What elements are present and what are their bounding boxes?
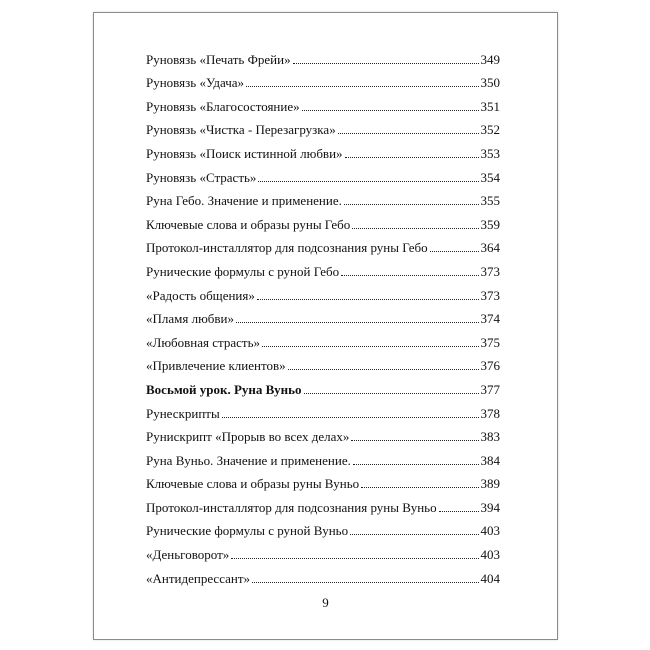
toc-entry-page: 389	[480, 476, 500, 492]
toc-dot-leader	[430, 251, 479, 252]
toc-entry-page: 354	[480, 169, 500, 185]
toc-dot-leader	[350, 534, 478, 535]
toc-dot-leader	[236, 322, 478, 323]
toc-entry-page: 403	[480, 523, 500, 539]
toc-entry-title: Руновязь «Чистка - Перезагрузка»	[146, 122, 336, 138]
toc-entry-title: Рунические формулы с руной Вуньо	[146, 523, 349, 539]
toc-entry-page: 384	[480, 452, 500, 468]
toc-entry	[146, 235, 500, 259]
toc-entry-page: 403	[480, 547, 500, 563]
table-of-contents	[146, 46, 500, 589]
toc-entry-title: Руна Вуньо. Значение и применение.	[146, 452, 351, 468]
toc-dot-leader	[345, 157, 479, 158]
toc-entry-page: 377	[480, 381, 500, 397]
toc-dot-leader	[353, 464, 479, 465]
toc-entry-page: 353	[480, 145, 500, 161]
toc-entry	[146, 494, 500, 518]
toc-entry-page: 355	[480, 193, 500, 209]
page-number: 9	[322, 595, 329, 610]
toc-entry	[146, 211, 500, 235]
toc-entry-page: 364	[480, 240, 500, 256]
toc-entry-title: Восьмой урок. Руна Вуньо	[146, 381, 302, 397]
toc-entry-page: 383	[480, 429, 500, 445]
toc-entry-title: Руновязь «Поиск истинной любви»	[146, 145, 343, 161]
toc-entry-page: 359	[480, 216, 500, 232]
toc-entry-title: Рунические формулы с руной Гебо	[146, 263, 340, 279]
toc-entry-page: 376	[480, 358, 500, 374]
toc-entry	[146, 188, 500, 212]
toc-entry	[146, 471, 500, 495]
toc-entry-title: «Антидепрессант»	[146, 570, 251, 586]
toc-entry	[146, 376, 500, 400]
toc-entry	[146, 140, 500, 164]
toc-entry	[146, 353, 500, 377]
toc-entry	[146, 258, 500, 282]
toc-dot-leader	[288, 369, 479, 370]
toc-entry	[146, 282, 500, 306]
toc-entry-title: Протокол-инсталлятор для подсознания руны Вуньо	[146, 499, 437, 515]
toc-dot-leader	[439, 511, 479, 512]
toc-entry-page: 404	[480, 570, 500, 586]
toc-entry	[146, 447, 500, 471]
toc-entry-title: Рунискрипт «Прорыв во всех делах»	[146, 429, 350, 445]
toc-entry	[146, 541, 500, 565]
toc-entry-title: «Деньговорот»	[146, 547, 230, 563]
toc-entry	[146, 565, 500, 589]
toc-dot-leader	[351, 440, 478, 441]
toc-entry	[146, 329, 500, 353]
toc-entry	[146, 400, 500, 424]
toc-entry-title: Ключевые слова и образы руны Вуньо	[146, 476, 360, 492]
toc-entry-title: Ключевые слова и образы руны Гебо	[146, 216, 351, 232]
toc-entry-title: Протокол-инсталлятор для подсознания руны Гебо	[146, 240, 428, 256]
toc-dot-leader	[302, 110, 479, 111]
toc-entry	[146, 70, 500, 94]
toc-entry	[146, 117, 500, 141]
toc-dot-leader	[252, 582, 478, 583]
toc-entry-title: «Пламя любви»	[146, 311, 235, 327]
toc-dot-leader	[222, 417, 479, 418]
toc-entry-title: Рунескрипты	[146, 405, 220, 421]
toc-entry-title: «Привлечение клиентов»	[146, 358, 286, 374]
toc-dot-leader	[246, 86, 478, 87]
toc-entry-page: 351	[480, 98, 500, 114]
toc-dot-leader	[361, 487, 478, 488]
toc-entry-page: 374	[480, 311, 500, 327]
toc-entry-title: Руновязь «Удача»	[146, 75, 245, 91]
toc-entry-title: Руновязь «Благосостояние»	[146, 98, 300, 114]
toc-entry-title: Руновязь «Печать Фрейи»	[146, 51, 291, 67]
toc-entry-title: «Любовная страсть»	[146, 334, 260, 350]
toc-dot-leader	[352, 228, 478, 229]
toc-entry-title: Руна Гебо. Значение и применение.	[146, 193, 342, 209]
toc-dot-leader	[262, 346, 479, 347]
toc-entry-page: 349	[480, 51, 500, 67]
toc-entry	[146, 518, 500, 542]
toc-entry-page: 373	[480, 287, 500, 303]
toc-dot-leader	[258, 181, 478, 182]
toc-entry-page: 373	[480, 263, 500, 279]
toc-entry	[146, 93, 500, 117]
toc-entry	[146, 164, 500, 188]
toc-entry	[146, 306, 500, 330]
toc-dot-leader	[304, 393, 479, 394]
toc-entry-page: 378	[480, 405, 500, 421]
toc-dot-leader	[338, 133, 479, 134]
toc-entry-page: 394	[480, 499, 500, 515]
toc-entry-page: 352	[480, 122, 500, 138]
toc-entry	[146, 424, 500, 448]
toc-dot-leader	[341, 275, 478, 276]
toc-entry-page: 350	[480, 75, 500, 91]
toc-dot-leader	[293, 63, 479, 64]
toc-entry-page: 375	[480, 334, 500, 350]
book-page	[93, 12, 558, 640]
toc-entry-title: «Радость общения»	[146, 287, 255, 303]
toc-dot-leader	[257, 299, 479, 300]
toc-dot-leader	[231, 558, 478, 559]
toc-entry	[146, 46, 500, 70]
toc-entry-title: Руновязь «Страсть»	[146, 169, 257, 185]
toc-dot-leader	[344, 204, 479, 205]
